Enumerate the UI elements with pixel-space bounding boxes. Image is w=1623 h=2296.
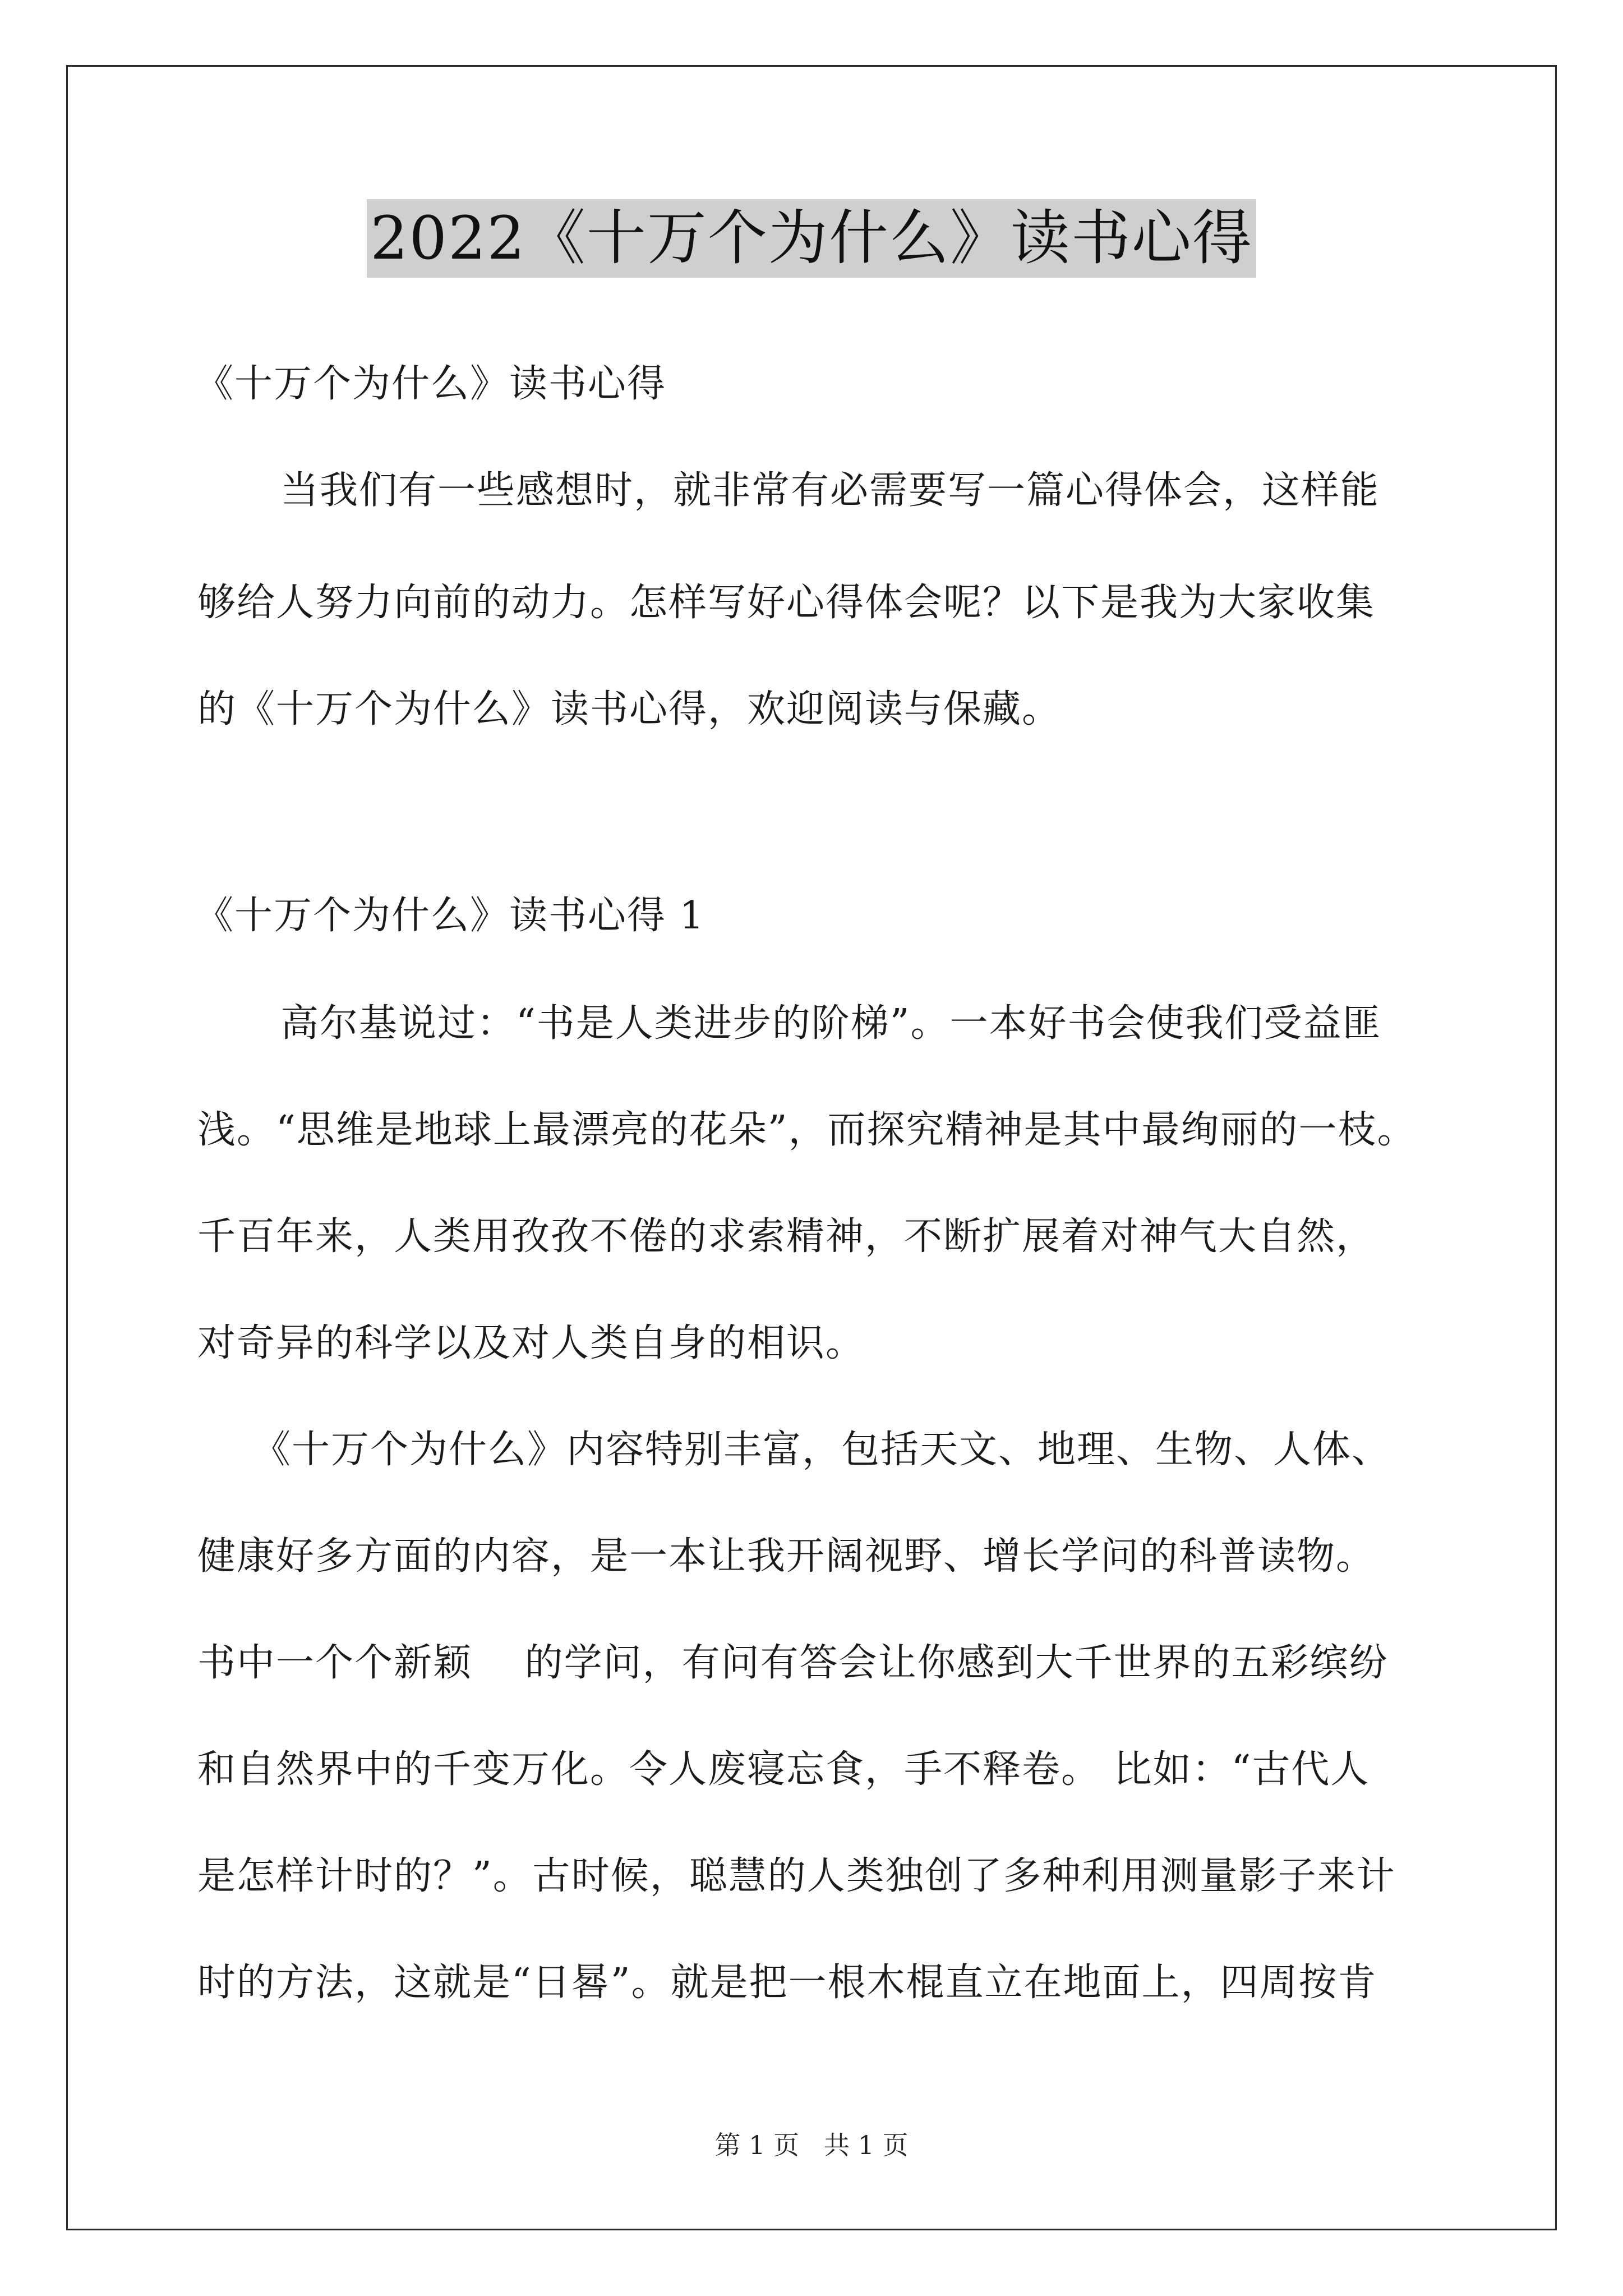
page-number: 第 1 页 <box>714 2130 799 2160</box>
intro-line-3: 的《十万个为什么》读书心得，欢迎阅读与保藏。 <box>197 687 1062 731</box>
body-line-10: 时的方法，这就是“日晷”。就是把一根木棍直立在地面上，四周按肯 <box>197 1961 1377 2005</box>
intro-line-2: 够给人努力向前的动力。怎样写好心得体会呢？以下是我为大家收集 <box>197 581 1376 625</box>
page-total: 共 1 页 <box>824 2130 909 2160</box>
body-line-9: 是怎样计时的？”。古时候，聪慧的人类独创了多种利用测量影子来计 <box>197 1854 1396 1898</box>
section-heading: 《十万个为什么》读书心得 1 <box>195 894 705 938</box>
page-footer <box>0 2125 1623 2162</box>
body-line-2: 浅。“思维是地球上最漂亮的花朵”，而探究精神是其中最绚丽的一枝。 <box>197 1108 1417 1152</box>
intro-line-1: 当我们有一些感想时，就非常有必需要写一篇心得体会，这样能 <box>280 468 1380 513</box>
document-title: 2022《十万个为什么》读书心得 <box>367 199 1256 278</box>
body-line-3: 千百年来，人类用孜孜不倦的求索精神，不断扩展着对神气大自然， <box>197 1214 1376 1259</box>
body-line-7: 书中一个个新颖 的学问，有问有答会让你感到大千世界的五彩缤纷 <box>197 1641 1389 1685</box>
body-line-1: 高尔基说过：“书是人类进步的阶梯”。一本好书会使我们受益匪 <box>280 1001 1382 1046</box>
body-line-4: 对奇异的科学以及对人类自身的相识。 <box>197 1321 865 1365</box>
subtitle: 《十万个为什么》读书心得 <box>195 362 667 406</box>
body-line-8: 和自然界中的千变万化。令人废寝忘食，手不释卷。 比如：“古代人 <box>197 1747 1370 1792</box>
title-container <box>0 199 1623 278</box>
body-line-6: 健康好多方面的内容，是一本让我开阔视野、增长学问的科普读物。 <box>197 1534 1376 1579</box>
body-line-5: 《十万个为什么》内容特别丰富，包括天文、地理、生物、人体、 <box>252 1428 1391 1472</box>
